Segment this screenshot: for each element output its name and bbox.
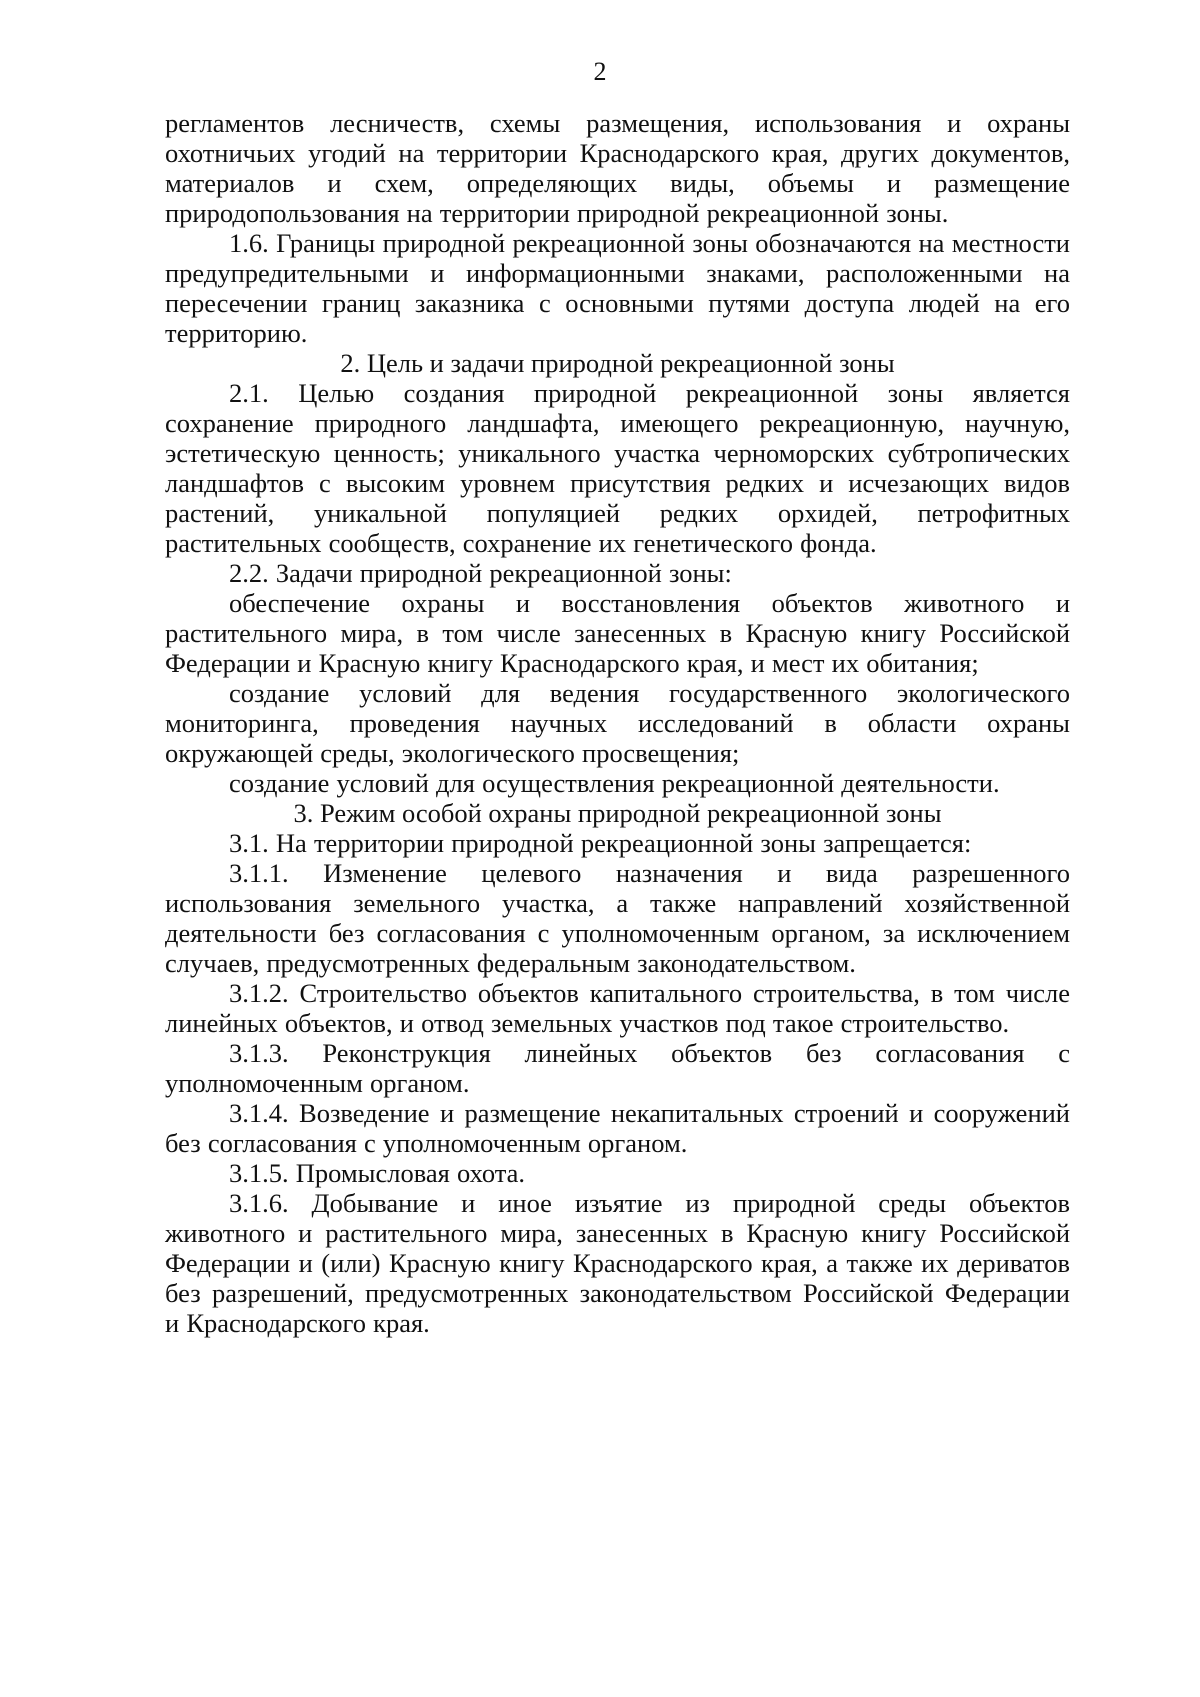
paragraph-3-1: 3.1. На территории природной рекреационной зоны запрещается: xyxy=(229,828,972,858)
task-item: создание условий для осуществления рекреационной деятельности. xyxy=(229,768,1000,798)
section-heading-2: 2. Цель и задачи природной рекреационной зоны xyxy=(340,348,895,378)
document-body xyxy=(165,108,1070,1338)
paragraph-3-1-5: 3.1.5. Промысловая охота. xyxy=(229,1158,526,1188)
paragraph-continued: регламентов лесничеств, схемы размещения, использования и охраны охотничьих угодий на территории Краснодарского края, других документов, материалов и схем, определяющих виды, объемы и размещение природопользования на территории природной рекреационной зоны. xyxy=(165,108,1070,228)
paragraph-3-1-4: 3.1.4. Возведение и размещение некапитальных строений и сооружений без согласования с уполномоченным органом. xyxy=(165,1098,1070,1158)
paragraph-3-1-3: 3.1.3. Реконструкция линейных объектов без согласования с уполномоченным органом. xyxy=(165,1038,1070,1098)
paragraph-3-1-2: 3.1.2. Строительство объектов капитального строительства, в том числе линейных объектов, и отвод земельных участков под такое строительство. xyxy=(165,978,1070,1038)
section-heading-3: 3. Режим особой охраны природной рекреационной зоны xyxy=(293,798,942,828)
paragraph-1-6: 1.6. Границы природной рекреационной зоны обозначаются на местности предупредительными и информационными знаками, расположенными на пересечении границ заказника с основными путями доступа людей на его территорию. xyxy=(165,228,1070,348)
paragraph-2-1: 2.1. Целью создания природной рекреационной зоны является сохранение природного ландшафта, имеющего рекреационную, научную, эстетическую ценность; уникального участка черноморских субтропических ландшафтов с высоким уровнем присутствия редких и исчезающих видов растений, уникальной популяцией редких орхидей, петрофитных растительных сообществ, сохранение их генетического фонда. xyxy=(165,378,1070,558)
paragraph-3-1-6: 3.1.6. Добывание и иное изъятие из природной среды объектов животного и растительного мира, занесенных в Красную книгу Российской Федерации и (или) Красную книгу Краснодарского края, а также их дериватов без разрешений, предусмотренных законодательством Российской Федерации и Краснодарского края. xyxy=(165,1188,1070,1338)
task-item: создание условий для ведения государственного экологического мониторинга, проведения научных исследований в области охраны окружающей среды, экологического просвещения; xyxy=(165,678,1070,768)
paragraph-3-1-1: 3.1.1. Изменение целевого назначения и вида разрешенного использования земельного участка, а также направлений хозяйственной деятельности без согласования с уполномоченным органом, за исключением случаев, предусмотренных федеральным законодательством. xyxy=(165,858,1070,978)
page-number: 2 xyxy=(593,57,607,86)
paragraph-2-2: 2.2. Задачи природной рекреационной зоны: xyxy=(229,558,732,588)
task-item: обеспечение охраны и восстановления объектов животного и растительного мира, в том числе занесенных в Красную книгу Российской Федерации и Красную книгу Краснодарского края, и мест их обитания; xyxy=(165,588,1070,678)
